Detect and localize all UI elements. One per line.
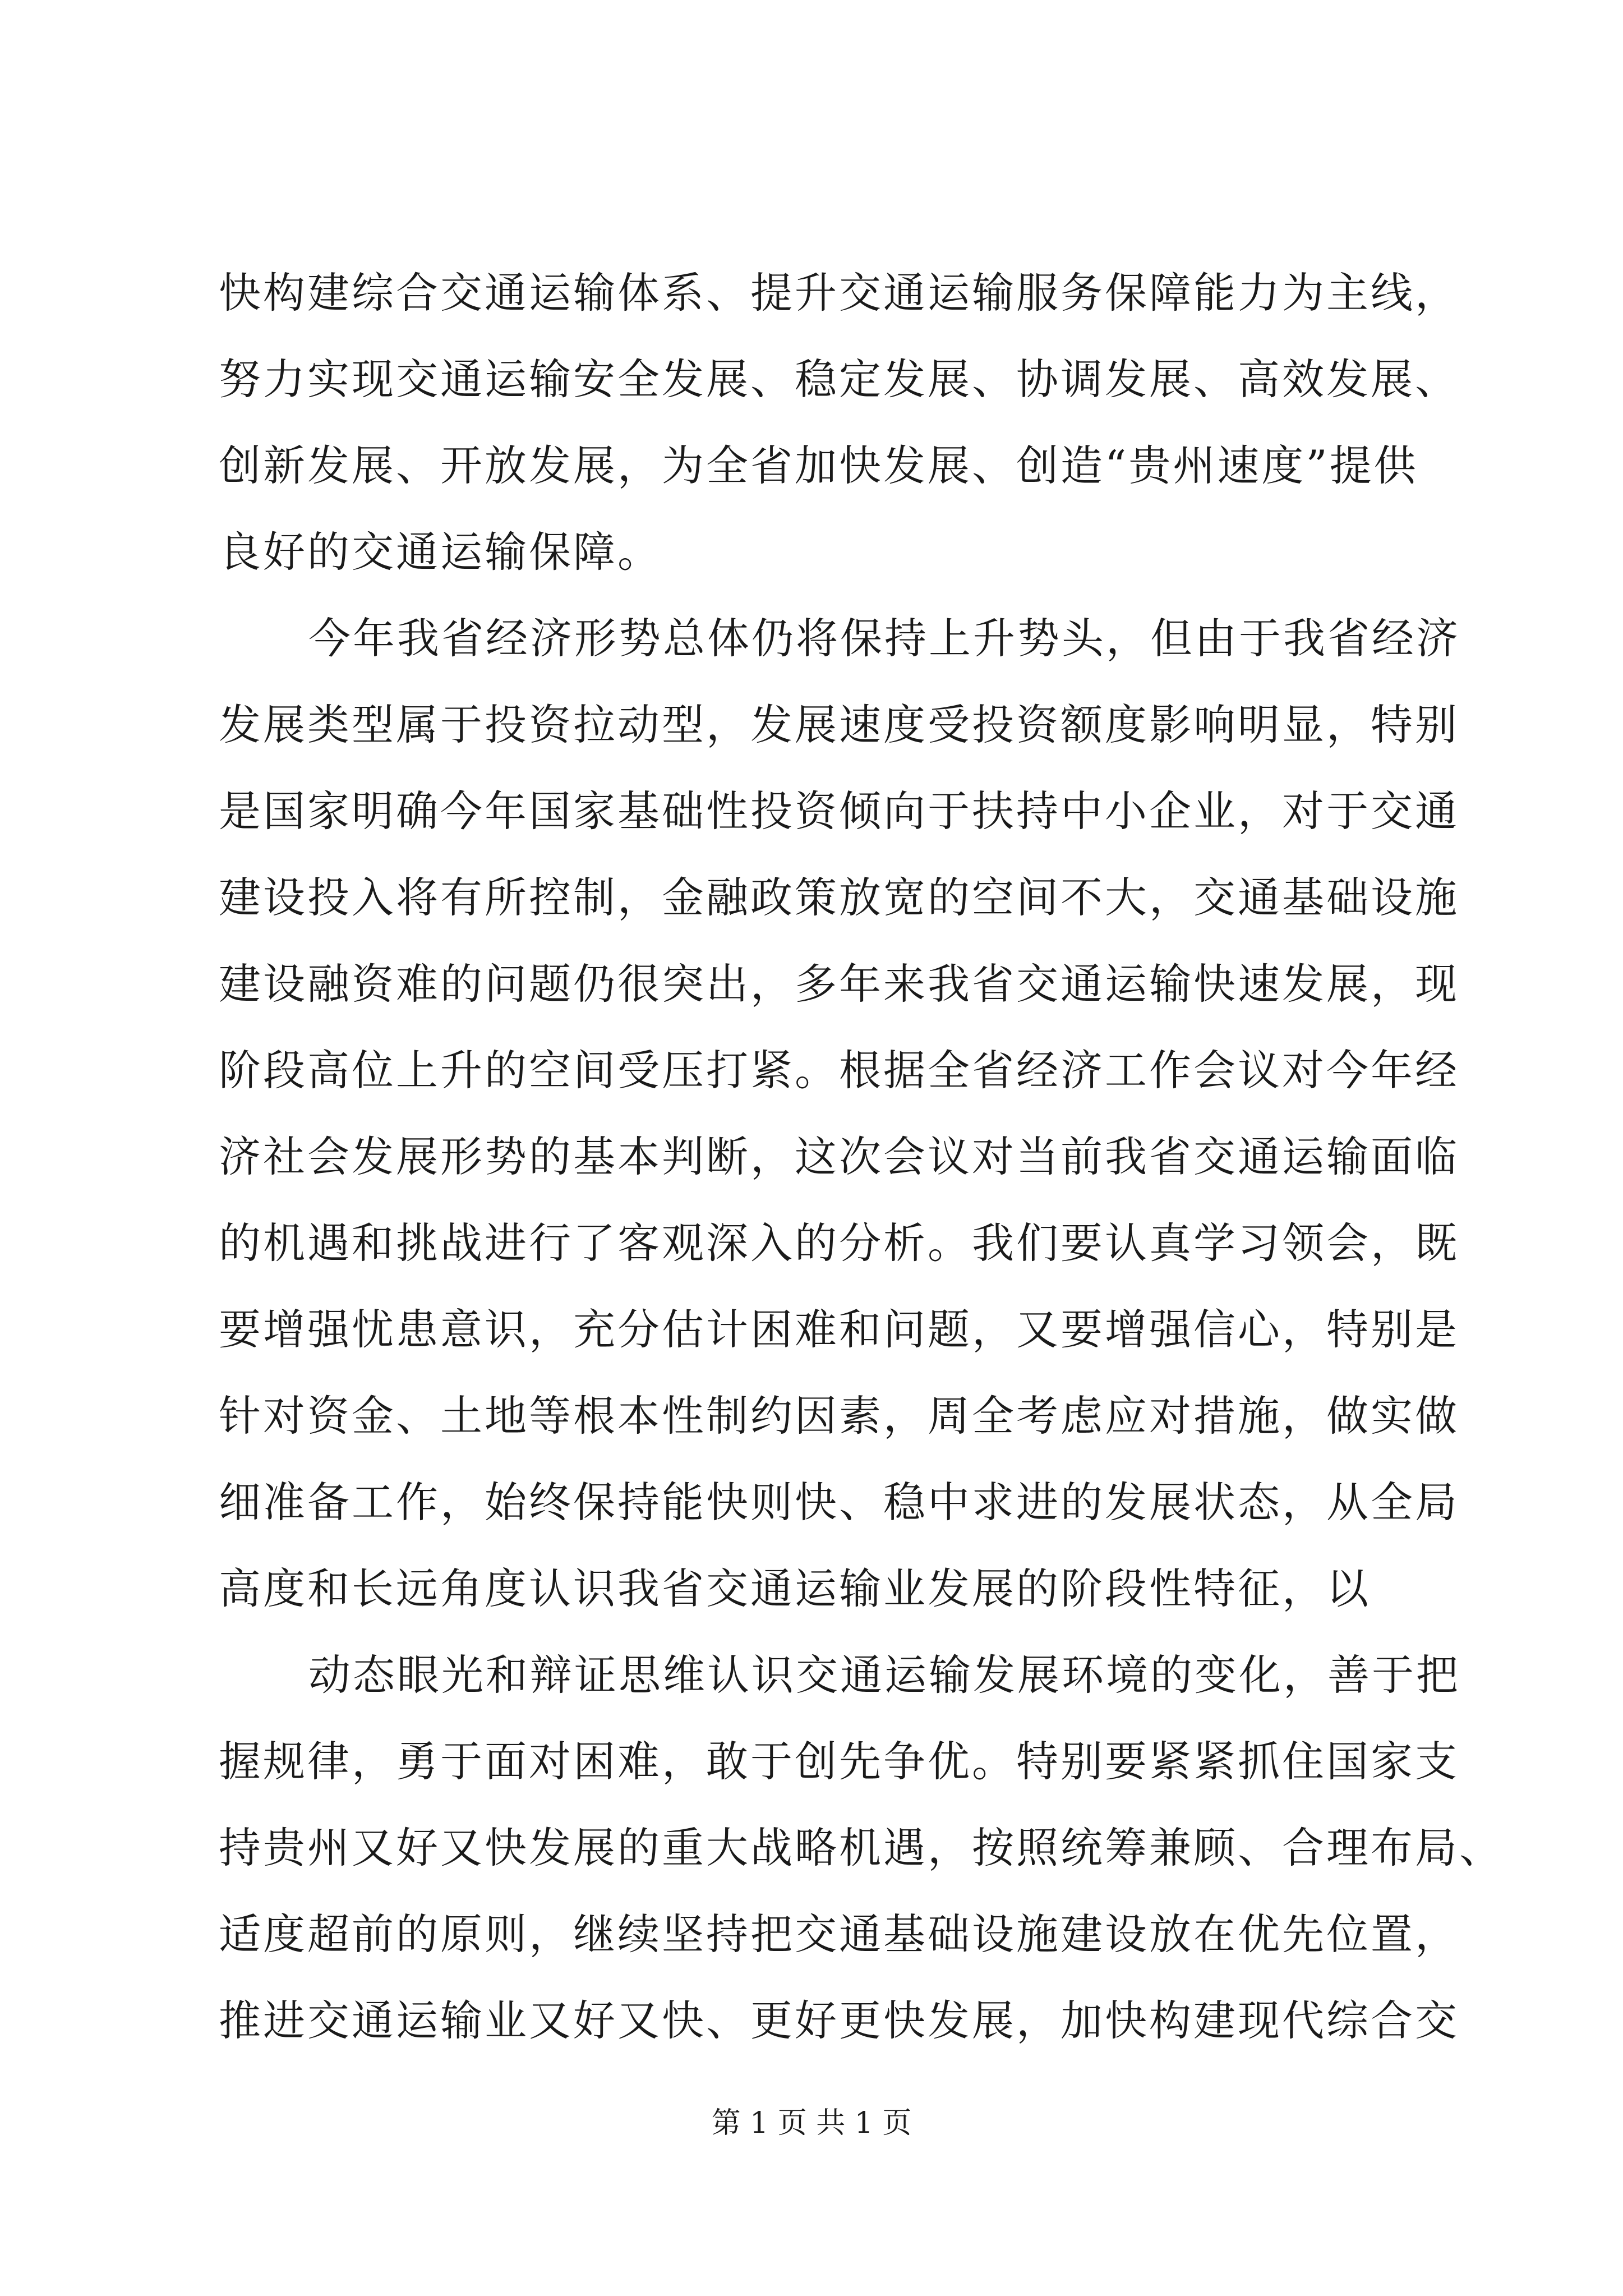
paragraph-line: 细准备工作，始终保持能快则快、稳中求进的发展状态，从全局: [219, 1478, 1460, 1527]
paragraph-line: 快构建综合交通运输体系、提升交通运输服务保障能力为主线，: [219, 268, 1460, 318]
paragraph-line: 适度超前的原则，继续坚持把交通基础设施建设放在优先位置，: [219, 1910, 1460, 1959]
paragraph-line: 发展类型属于投资拉动型，发展速度受投资额度影响明显，特别: [219, 700, 1460, 749]
paragraph-line: 努力实现交通运输安全发展、稳定发展、协调发展、高效发展、: [219, 355, 1460, 404]
paragraph-line: 济社会发展形势的基本判断，这次会议对当前我省交通运输面临: [219, 1132, 1460, 1181]
paragraph-line: 建设融资难的问题仍很突出，多年来我省交通运输快速发展，现: [219, 959, 1460, 1009]
paragraph-line: 良好的交通运输保障。: [219, 527, 662, 577]
page-footer: 第 1 页 共 1 页: [711, 2106, 912, 2140]
paragraph-line: 创新发展、开放发展，为全省加快发展、创造“贵州速度”提供: [219, 441, 1418, 490]
paragraph-line: 高度和长远角度认识我省交通运输业发展的阶段性特征，以: [219, 1564, 1371, 1613]
paragraph-line: 持贵州又好又快发展的重大战略机遇，按照统筹兼顾、合理布局、: [219, 1823, 1504, 1872]
paragraph-line: 是国家明确今年国家基础性投资倾向于扶持中小企业，对于交通: [219, 786, 1460, 836]
paragraph-line: 推进交通运输业又好又快、更好更快发展，加快构建现代综合交: [219, 1996, 1460, 2045]
paragraph-line: 今年我省经济形势总体仍将保持上升势头，但由于我省经济: [308, 614, 1461, 663]
paragraph-line: 握规律，勇于面对困难，敢于创先争优。特别要紧紧抓住国家支: [219, 1737, 1460, 1786]
paragraph-line: 建设投入将有所控制，金融政策放宽的空间不大，交通基础设施: [219, 873, 1460, 922]
paragraph-line: 的机遇和挑战进行了客观深入的分析。我们要认真学习领会，既: [219, 1218, 1460, 1268]
paragraph-line: 要增强忧患意识，充分估计困难和问题，又要增强信心，特别是: [219, 1305, 1460, 1354]
paragraph-line: 动态眼光和辩证思维认识交通运输发展环境的变化，善于把: [308, 1650, 1461, 1700]
document-body: [219, 250, 1504, 2064]
paragraph-line: 阶段高位上升的空间受压打紧。根据全省经济工作会议对今年经: [219, 1046, 1460, 1095]
paragraph-line: 针对资金、土地等根本性制约因素，周全考虑应对措施，做实做: [219, 1391, 1460, 1441]
